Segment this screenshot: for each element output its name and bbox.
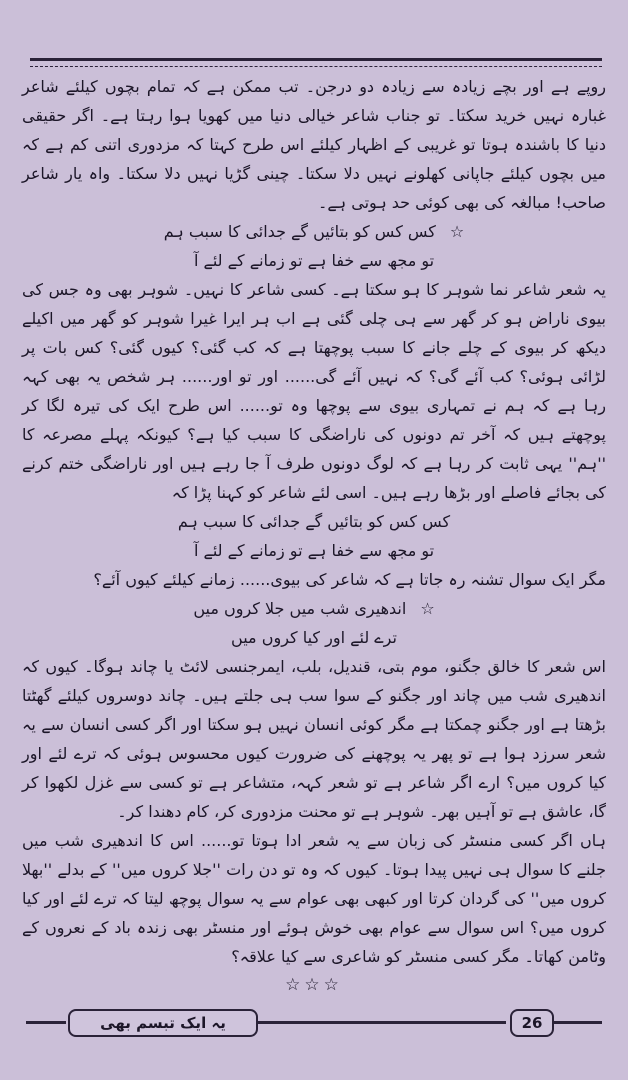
verse-2-line-2: تو مجھ سے خفا ہے تو زمانے کے لئے آ	[193, 541, 435, 560]
page-number: 26	[510, 1009, 554, 1037]
verse-2-line-1: کس کس کو بتائیں گے جدائی کا سبب ہم	[177, 512, 451, 531]
footer-rule	[554, 1021, 602, 1024]
star-icon: ☆	[420, 599, 435, 618]
verse-1-line-2: تو مجھ سے خفا ہے تو زمانے کے لئے آ	[193, 251, 435, 270]
top-divider	[30, 58, 602, 67]
footer-rule	[258, 1021, 506, 1024]
verse-3-line-2: ترے لئے اور کیا کروں میں	[231, 628, 397, 647]
page-body	[22, 72, 606, 1000]
footer-rule	[26, 1021, 66, 1024]
paragraph-1: روپے ہے اور بچے زیادہ سے زیادہ دو درجن۔ تب ممکن ہے کہ تمام بچوں کیلئے شاعر غبارہ نہیں خرید سکتا۔ تو جناب شاعر خیالی دنیا میں کھویا ہوا رہتا ہے۔ اگر حقیقی دنیا کا باشندہ ہوتا تو غریبی کے اظہار کیلئے اس طرح کہتا کہ مزدوری اتنی کم ہے کہ میں بچوں کیلئے جاپانی کھلونے نہیں دلا سکتا۔ چینی گڑیا نہیں دلا سکتا۔ واہ یار شاعر صاحب! مبالغہ کی بھی کوئی حد ہوتی ہے۔	[22, 77, 606, 212]
paragraph-2: یہ شعر شاعر نما شوہر کا ہو سکتا ہے۔ کسی شاعر کا نہیں۔ شوہر بھی وہ جس کی بیوی ناراض ہو کر گھر سے ہی چلی گئی ہے اب ہر ایرا غیرا شوہر کو گھر میں اکیلے دیکھ کر بیوی کے چلے جانے کا سبب پوچھتا ہے کہ کب گئی؟ کیوں گئی؟ کس بات پر لڑائی ہوئی؟ کب آئے گی؟ کہ نہیں آئے گی...... اور تو اور...... ہر شخص یہ بھی کہہ رہا ہے کہ ہم نے تمہاری بیوی سے پوچھا وہ تو...... اس طرح ایک کی تیرہ لگا کر پوچھتے ہیں کہ آخر تم دونوں کی ناراضگی کا سبب کیا ہے؟ کیونکہ پہلے مصرعہ کا ''ہم'' یہی ثابت کر رہا ہے کہ لوگ دونوں طرف آ جا رہے ہیں اور ناراضگی ختم کرنے کی بجائے فاصلے اور بڑھا رہے ہیں۔ اسی لئے شاعر کو کہنا پڑا کہ	[22, 280, 606, 502]
book-title: یہ ایک تبسم بھی	[68, 1009, 258, 1037]
verse-1-line-1: ☆کس کس کو بتائیں گے جدائی کا سبب ہم	[22, 217, 606, 246]
section-end-stars: ☆☆☆	[285, 975, 343, 995]
star-icon: ☆	[449, 222, 465, 241]
paragraph-5: ہاں اگر کسی منسٹر کی زبان سے یہ شعر ادا ہوتا تو...... اس کا اندھیری شب میں جلنے کا سوال ہی نہیں پیدا ہوتا۔ کیوں کہ وہ تو دن رات ''جلا کروں میں'' کے بدلے ''بھلا کروں میں'' کی گردان کرتا اور کبھی بھی عوام سے یہ سوال پوچھ لیتا کہ ترے لئے اور کیا کروں میں؟ اس سوال سے عوام بھی خوش ہوئے اور منسٹر بھی زندہ باد کے نعروں کے وٹامن کھاتا۔ مگر کسی منسٹر کو شاعری سے کیا علاقہ؟	[22, 831, 606, 966]
paragraph-4: اس شعر کا خالق جگنو، موم بتی، قندیل، بلب، ایمرجنسی لائٹ یا چاند ہوگا۔ کیوں کہ اندھیری شب میں چاند اور جگنو کے سوا سب ہی جلتے ہیں۔ چاند دوسروں کیلئے گھٹتا بڑھتا ہے اور جگنو چمکتا ہے مگر کوئی انسان نہیں ہو سکتا اور اگر کسی انسان سے یہ شعر سرزد ہوا ہے تو پھر یہ پوچھنے کی ضرورت کیوں محسوس ہوئی کہ ترے لئے اور کیا کروں میں؟ ارے اگر شاعر ہے تو شعر کہہ، متشاعر ہے تو کسی سے غزل لکھوا کر گا، عاشق ہے تو آہیں بھر۔ شوہر ہے تو محنت مزدوری کر، کام دھندا کر۔	[22, 657, 606, 821]
paragraph-3: مگر ایک سوال تشنہ رہ جاتا ہے کہ شاعر کی بیوی...... زمانے کیلئے کیوں آئے؟	[93, 570, 606, 589]
verse-3-line-1: ☆اندھیری شب میں جلا کروں میں	[22, 594, 606, 623]
page-footer	[26, 1006, 602, 1038]
